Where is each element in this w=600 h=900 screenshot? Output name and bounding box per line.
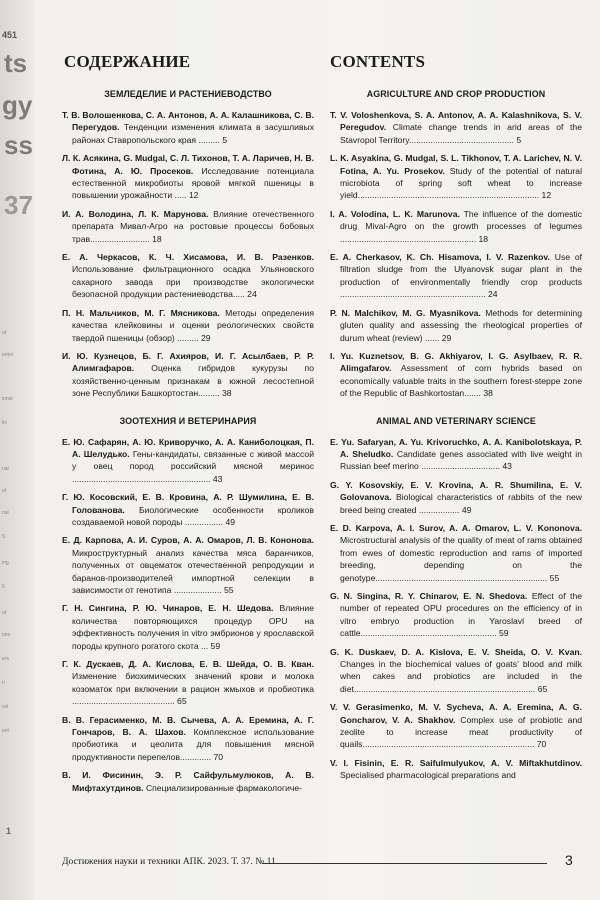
toc-entry[interactable] [330, 208, 582, 245]
cover-edge-word: lis [2, 420, 7, 426]
cover-edge-word: ers [2, 656, 9, 662]
entry-page: ............................................................................ 12 [357, 190, 552, 201]
toc-entry[interactable] [62, 714, 314, 764]
toc-entry[interactable] [62, 491, 314, 528]
entry-authors: Г. К. Дускаев, Д. А. Кислова, Е. В. Шейда, О. В. Кван. [62, 659, 314, 670]
cover-edge-word: of [2, 610, 7, 616]
entry-page: ........................................... 65 [72, 696, 187, 707]
entry-authors: T. V. Voloshenkova, S. A. Antonov, A. A. Kalashnikova, S. V. Peregudov. [330, 110, 582, 133]
cover-edge-bottom: 1 [6, 826, 12, 836]
section-heading: AGRICULTURE AND CROP PRODUCTION [366, 89, 546, 99]
contents-en-sections [330, 89, 582, 782]
contents-ru-column [62, 52, 314, 800]
toc-entry[interactable] [330, 152, 582, 202]
entry-title: Biological characteristics of rabbits of the new breed being created [340, 492, 582, 515]
toc-entry[interactable] [330, 590, 582, 640]
cover-edge-letters-3: ss [4, 130, 33, 160]
toc-entry[interactable] [330, 109, 582, 146]
entry-title: Climate change trends in arid areas of the Stavropol Territory [340, 122, 582, 145]
entry-authors: Г. Ю. Косовский, Е. В. Кровина, А. Р. Шумилина, Е. В. Голованова. [62, 492, 314, 515]
entry-title: Специализированные фармакологиче- [143, 782, 302, 793]
toc-entry[interactable] [330, 646, 582, 696]
entry-title: Use of filtration sludge from the Ulyanovsk sugar plant in the production of environmentally friendly crop products [340, 252, 582, 287]
entry-title: Изменение биохимических значений крови и молока козоматок при включении в рацион жмыхов и пробиотика [72, 671, 314, 694]
entry-authors: В. И. Фисинин, Э. Р. Сайфульмулюков, А. В. Мифтахутдинов. [62, 770, 314, 793]
cover-edge-word: of [2, 330, 7, 336]
entry-page: .......................................................... 43 [72, 473, 223, 484]
entry-page: ................................. 43 [418, 461, 512, 472]
entry-authors: Т. В. Волошенкова, С. А. Антонов, А. А. Калашникова, С. В. Перегудов. [62, 110, 314, 133]
cover-edge-word: nal [2, 466, 9, 472]
cover-edge-word: 5 [2, 584, 5, 590]
toc-entry[interactable] [62, 109, 314, 146]
contents-en-title: CONTENTS [330, 52, 426, 71]
toc-entry[interactable] [62, 251, 314, 301]
entry-title: Methods for determining gluten quality and assessing the rheological properties of durum wheat (review) [340, 307, 582, 343]
entry-authors: И. А. Володина, Л. К. Марунова. [62, 208, 209, 219]
entry-authors: Е. А. Черкасов, К. Ч. Хисамова, И. В. Разенков. [62, 252, 314, 263]
toc-entry[interactable] [330, 307, 582, 344]
entry-title: Комплексное использование пробиотика и цеолита для повышения мясной продуктивности перепелов [72, 727, 314, 762]
section-gap [330, 406, 582, 416]
entry-authors: I. A. Volodina, L. K. Marunova. [330, 208, 460, 219]
contents-en-column [330, 52, 582, 788]
entry-authors: Г. Н. Сингина, Р. Ю. Чинаров, Е. Н. Шедова. [62, 603, 274, 614]
toc-entry[interactable] [330, 701, 582, 751]
contents-ru-title: СОДЕРЖАНИЕ [64, 52, 191, 71]
entry-page: ....... 38 [464, 388, 493, 399]
entry-page: ..... 24 [232, 289, 257, 300]
journal-footer: Достижения науки и техники АПК. 2023. Т. 37. № 11 [62, 857, 276, 867]
toc-entry[interactable] [330, 251, 582, 301]
entry-page: ......................................................... 59 [360, 628, 509, 639]
cover-edge-word: ing [2, 560, 9, 566]
entry-page: ................. 49 [416, 504, 472, 515]
entry-page: ................ 49 [182, 516, 236, 527]
entry-title: Assessment of corn hybrids based on economically valuable traits in the southern forest-steppe zone of the Republic of Bashkortostan [340, 363, 582, 399]
toc-entry[interactable] [62, 307, 314, 344]
entry-page: ............................................ 5 [408, 134, 522, 145]
cover-edge-letters-2: gy [2, 90, 33, 120]
cover-edge-number: 451 [2, 30, 18, 40]
entry-authors: G. Y. Kosovskiy, E. V. Krovina, A. R. Shumilina, E. V. Golovanova. [330, 479, 582, 503]
entry-page: ............................................................................ 65 [353, 683, 548, 694]
cover-edge-letters-4: 37 [4, 190, 33, 220]
entry-title: Методы определения качества клейковины и оценки реологических свойств твердой пшеницы (обзор) [72, 307, 315, 343]
entry-authors: G. K. Duskaev, D. A. Kislova, E. V. Sheida, O. V. Kvan. [330, 646, 582, 657]
section-heading: ANIMAL AND VETERINARY SCIENCE [376, 415, 536, 426]
page-number: 3 [565, 852, 573, 868]
entry-title: Microstructural analysis of the quality of meat of rams obtained from ewes of domestic reproduction and rams of imported breeding, depending on the genotype [340, 535, 582, 583]
entry-authors: E. Yu. Safaryan, A. Yu. Krivoruchko, A. A. Kanibolotskaya, P. A. Sheludko. [330, 436, 582, 459]
entry-title: Биологические особенности кроликов создаваемой новой породы [72, 504, 314, 527]
entry-title: Исследование потенциала естественной микробиоты яровой мягкой пшеницы в повышении урожайности [72, 165, 314, 201]
toc-entry[interactable] [62, 350, 314, 400]
entry-authors: V. I. Fisinin, E. R. Saifulmulyukov, A. V. Miftakhutdinov. [330, 757, 582, 768]
cover-edge-word: ri [2, 680, 5, 686]
entry-authors: Е. Д. Карпова, А. И. Суров, А. А. Омаров, Л. В. Кононова. [62, 535, 314, 546]
entry-page: ............. 70 [180, 751, 224, 762]
toc-entry[interactable] [330, 757, 582, 782]
cover-edge-strip [0, 0, 34, 900]
toc-entry[interactable] [62, 769, 314, 794]
footer-rule [262, 863, 547, 864]
cover-edge-word: nal [2, 510, 9, 516]
section-heading: ЗЕМЛЕДЕЛИЕ И РАСТЕНИЕВОДСТВО [104, 89, 272, 99]
entry-authors: P. N. Malchikov, M. G. Myasnikova. [330, 307, 481, 318]
toc-entry[interactable] [62, 602, 314, 652]
entry-page: ........................................................................ 55 [375, 572, 560, 583]
entry-authors: П. Н. Мальчиков, М. Г. Мясникова. [62, 307, 220, 318]
entry-title: Микроструктурный анализ качества мяса баранчиков, полученных от овцематок отечественной репродукции и баранов-производителей импортной селекции в зависимости от генотипа [72, 547, 314, 595]
entry-page: ......... 38 [198, 388, 232, 399]
entry-title: Использование фильтрационного осадка Ульяновского сахарного завода при производстве экологически безопасной продукции растениеводства [72, 264, 314, 300]
toc-entry[interactable] [330, 436, 582, 473]
entry-title: Complex use of probiotic and zeolite to increase meat productivity of quails [340, 714, 582, 750]
contents-ru-sections [62, 89, 314, 794]
entry-title: Study of the potential of natural microbiota of spring soft wheat to increase yield [340, 165, 582, 201]
entry-title: The influence of the domestic drug Mival-Agro on the growth processes of legumes [340, 208, 583, 232]
toc-entry[interactable] [62, 436, 314, 486]
cover-edge-letters-1: ts [4, 48, 28, 78]
entry-title: Specialised pharmacological preparations and [340, 770, 516, 781]
toc-entry[interactable] [62, 208, 314, 245]
entry-title: Оценка гибридов кукурузы по хозяйственно-ценным признакам в южной лесостепной зоне Республики Башкортостан [72, 363, 314, 399]
entry-title: Влияние отечественного препарата Мивал-Агро на ростовые процессы бобовых трав [72, 208, 314, 244]
entry-authors: L. K. Asyakina, G. Mudgal, S. L. Tikhonov, T. A. Larichev, N. V. Fotina, A. Yu. Prosekov. [330, 153, 582, 176]
cover-edge-word: ons [2, 632, 11, 638]
entry-page: ......................... 18 [90, 233, 162, 244]
entry-page: ........................................................................ 70 [362, 739, 547, 750]
entry-page: .................... 55 [171, 585, 234, 595]
toc-entry[interactable] [330, 522, 582, 584]
toc-entry[interactable] [330, 479, 582, 516]
entry-page: ............................................................. 24 [340, 289, 498, 300]
entry-page: ... 59 [198, 640, 221, 651]
entry-title: Гены-кандидаты, связанные с живой массой у овец пород российский мясной меринос [72, 448, 314, 472]
toc-entry[interactable] [62, 534, 314, 596]
cover-edge-word: of [2, 488, 7, 494]
entry-authors: И. Ю. Кузнецов, Б. Г. Ахияров, И. Г. Асылбаев, Р. Р. Алимгафаров. [62, 350, 314, 374]
entry-authors: E. A. Cherkasov, K. Ch. Hisamova, I. V. Razenkov. [330, 252, 550, 263]
entry-authors: G. N. Singina, R. Y. Chinarov, E. N. Shedova. [330, 591, 528, 601]
entry-authors: V. V. Gerasimenko, M. V. Sycheva, A. A. Eremina, A. G. Goncharov, V. A. Shakhov. [330, 702, 582, 725]
entry-title: Candidate genes associated with live weight in Russian beef merino [340, 448, 582, 472]
toc-entry[interactable] [330, 350, 582, 400]
entry-authors: E. D. Karpova, A. I. Surov, A. A. Omarov, L. V. Kononova. [330, 522, 582, 533]
cover-edge-word: S [2, 534, 6, 540]
entry-page: ...... 29 [422, 332, 452, 343]
toc-entry[interactable] [62, 152, 314, 202]
cover-edge-word: ent [2, 728, 9, 734]
entry-page: ..... 12 [172, 190, 199, 201]
entry-title: Changes in the biochemical values of goats’ blood and milk when cakes and probiotics are included in the diet [340, 659, 582, 694]
entry-title: Влияние количества повторяющихся процедур OPU на эффективность получения in vitro эмбрионов у ярославской породы крупного рогатого скота [72, 603, 314, 651]
cover-edge-word: ional [2, 396, 13, 402]
entry-page: ......... 5 [196, 134, 228, 145]
entry-authors: В. В. Герасименко, М. В. Сычева, А. А. Еремина, А. Г. Гончаров, В. А. Шахов. [62, 714, 314, 738]
entry-authors: Е. Ю. Сафарян, А. Ю. Криворучко, А. А. Каниболоцкая, П. А. Шелудько. [62, 436, 314, 459]
entry-title: Тенденции изменения климата в засушливых районах Ставропольского края [72, 122, 314, 145]
entry-title: Effect of the number of repeated OPU procedures on the efficiency of in vitro embryo production in Yaroslavl breed of cattle [340, 591, 583, 639]
entry-page: ......................................................... 18 [340, 233, 489, 244]
cover-edge-word: enter [2, 352, 14, 358]
section-gap [62, 406, 314, 416]
section-heading: ЗООТЕХНИЯ И ВЕТЕРИНАРИЯ [119, 415, 257, 426]
entry-authors: Л. К. Асякина, G. Mudgal, С. Л. Тихонов, Т. А. Ларичев, Н. В. Фотина, А. Ю. Просеков. [62, 153, 314, 176]
entry-page: ......... 29 [174, 332, 211, 343]
toc-entry[interactable] [62, 658, 314, 708]
entry-authors: I. Yu. Kuznetsov, B. G. Akhiyarov, I. G. Asylbaev, R. R. Alimgafarov. [330, 350, 582, 374]
cover-edge-word: vel [2, 704, 9, 710]
